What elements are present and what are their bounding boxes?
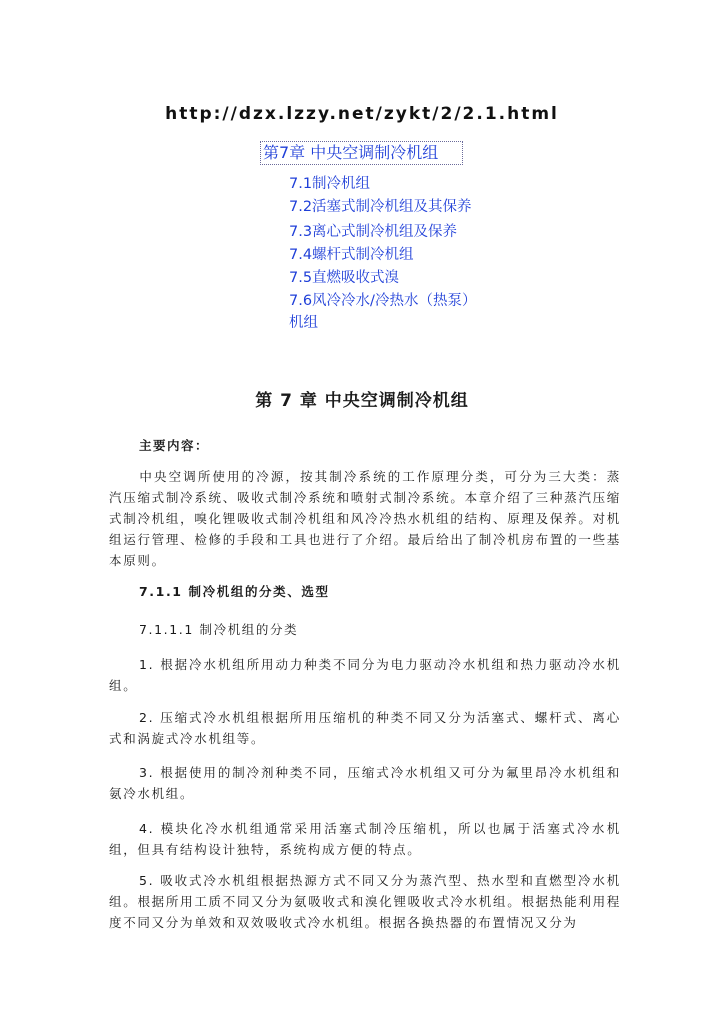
- paragraph-text: 3. 根据使用的制冷剂种类不同，压缩式冷水机组又可分为氟里昂冷水机组和氨冷水机组。: [109, 765, 621, 801]
- paragraph-5: [109, 870, 621, 933]
- paragraph-2: [109, 707, 621, 749]
- paragraph-3: [109, 762, 621, 804]
- table-of-contents: [260, 141, 480, 334]
- toc-list: [289, 173, 480, 334]
- toc-item-7-2[interactable]: 7.2活塞式制冷机组及其保养: [289, 199, 472, 215]
- toc-item-7-4[interactable]: 7.4螺杆式制冷机组: [289, 247, 414, 263]
- paragraph-text: 1. 根据冷水机组所用动力种类不同分为电力驱动冷水机组和热力驱动冷水机组。: [109, 657, 621, 693]
- section-heading: 7.1.1 制冷机组的分类、选型: [139, 584, 330, 599]
- paragraph-1: [109, 654, 621, 696]
- toc-item-7-1[interactable]: 7.1制冷机组: [289, 176, 371, 192]
- paragraph-text: 4. 模块化冷水机组通常采用活塞式制冷压缩机，所以也属于活塞式冷水机组，但具有结构设计独特，系统构成方便的特点。: [109, 821, 621, 857]
- page-url: http://dzx.lzzy.net/zykt/2/2.1.html: [165, 104, 559, 124]
- chapter-title: 第 7 章 中央空调制冷机组: [255, 391, 469, 411]
- intro-paragraph: [109, 466, 621, 571]
- intro-text: 中央空调所使用的冷源，按其制冷系统的工作原理分类，可分为三大类：蒸汽压缩式制冷系统、吸收式制冷系统和喷射式制冷系统。本章介绍了三种蒸汽压缩式制冷机组，嗅化锂吸收式制冷机组和风冷冷热水机组的结构、原理及保养。对机组运行管理、检修的手段和工具也进行了介绍。最后给出了制冷机房布置的一些基本原则。: [109, 469, 621, 568]
- subsection-heading: 7.1.1.1 制冷机组的分类: [139, 622, 299, 637]
- toc-item-7-3[interactable]: 7.3离心式制冷机组及保养: [289, 224, 458, 240]
- main-content-label: 主要内容：: [139, 438, 210, 453]
- toc-title-link[interactable]: 第7章 中央空调制冷机组: [260, 141, 463, 165]
- paragraph-4: [109, 818, 621, 860]
- toc-item-7-6[interactable]: 7.6风冷冷水/冷热水（热泵）机组: [289, 293, 477, 331]
- paragraph-text: 2. 压缩式冷水机组根据所用压缩机的种类不同又分为活塞式、螺杆式、离心式和涡旋式冷水机组等。: [109, 710, 621, 746]
- paragraph-text: 5. 吸收式冷水机组根据热源方式不同又分为蒸汽型、热水型和直燃型冷水机组。根据所用工质不同又分为氨吸收式和溴化锂吸收式冷水机组。根据热能利用程度不同又分为单效和双效吸收式冷水机组。根据各换热器的布置情况又分为: [109, 873, 621, 930]
- toc-item-7-5[interactable]: 7.5直燃吸收式溴: [289, 270, 400, 286]
